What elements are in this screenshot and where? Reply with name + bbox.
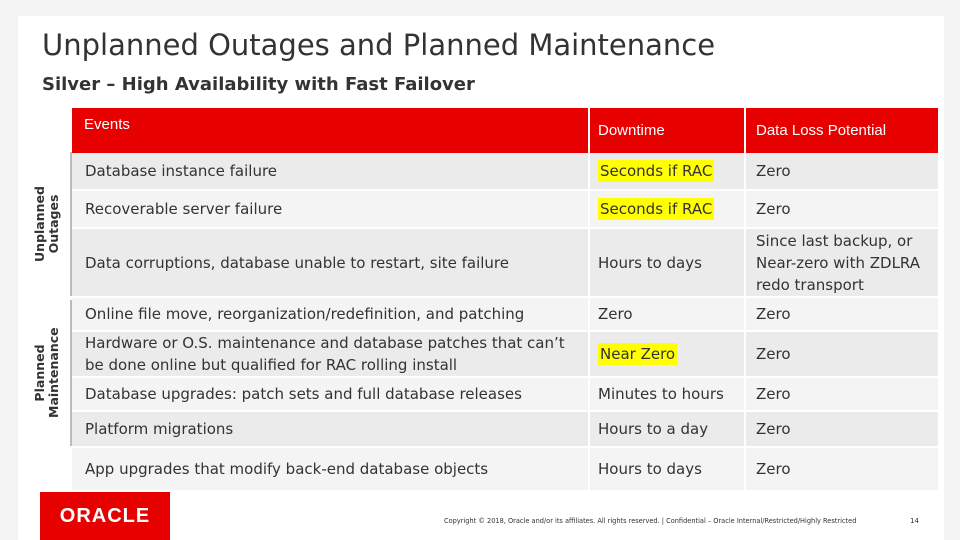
table-row [72, 448, 938, 490]
data-loss-cell: Zero [756, 162, 791, 180]
downtime-cell: Minutes to hours [598, 385, 724, 403]
slide-subtitle: Silver – High Availability with Fast Failover [42, 74, 475, 95]
side-label-planned [22, 300, 72, 446]
table-row [72, 378, 938, 410]
data-loss-cell: Zero [756, 200, 791, 218]
header-divider [744, 108, 746, 153]
column-divider [588, 153, 590, 490]
table-row [72, 229, 938, 296]
data-loss-cell: Zero [756, 460, 791, 478]
slide-title: Unplanned Outages and Planned Maintenance [42, 28, 716, 62]
table-row [72, 191, 938, 227]
footer-copyright: Copyright © 2018, Oracle and/or its affiliates. All rights reserved. | Confidential – Oracle Internal/Restricted/Highly Restricted [444, 517, 857, 525]
data-loss-cell: Zero [756, 345, 791, 363]
downtime-cell: Seconds if RAC [600, 162, 713, 180]
header-downtime: Downtime [598, 122, 665, 139]
column-divider [744, 153, 746, 490]
data-loss-cell: Since last backup, or Near-zero with ZDLRA redo transport [756, 231, 920, 294]
side-label-planned-text: Planned Maintenance [32, 327, 61, 418]
header-divider [588, 108, 590, 153]
header-data-loss: Data Loss Potential [756, 122, 887, 139]
event-cell: App upgrades that modify back-end database objects [85, 460, 489, 478]
downtime-cell: Seconds if RAC [600, 200, 713, 218]
downtime-cell: Hours to a day [598, 420, 709, 438]
data-loss-cell: Zero [756, 420, 791, 438]
downtime-cell: Hours to days [598, 253, 702, 272]
downtime-cell: Zero [598, 305, 633, 323]
oracle-logo [40, 492, 170, 540]
side-label-unplanned-text: Unplanned Outages [32, 186, 62, 262]
event-cell: Online file move, reorganization/redefinition, and patching [85, 305, 525, 323]
side-label-unplanned [22, 152, 72, 296]
downtime-cell: Near Zero [600, 345, 676, 363]
header-events: Events [84, 116, 130, 133]
oracle-logo-text: ORACLE [59, 504, 151, 527]
event-cell: Database instance failure [85, 162, 278, 180]
table-row [72, 298, 938, 330]
event-cell: Platform migrations [85, 420, 234, 438]
table-row [72, 332, 938, 376]
data-loss-cell: Zero [756, 385, 791, 403]
table-header [72, 108, 938, 153]
page-number: 14 [910, 517, 919, 525]
downtime-cell: Hours to days [598, 460, 702, 478]
table-row [72, 153, 938, 189]
event-cell: Hardware or O.S. maintenance and database patches that can’t be done online but qualified for RAC rolling install [85, 334, 565, 374]
event-cell: Data corruptions, database unable to restart, site failure [85, 253, 509, 272]
event-cell: Database upgrades: patch sets and full database releases [85, 385, 522, 403]
data-loss-cell: Zero [756, 305, 791, 323]
table-row [72, 412, 938, 446]
event-cell: Recoverable server failure [85, 200, 283, 218]
